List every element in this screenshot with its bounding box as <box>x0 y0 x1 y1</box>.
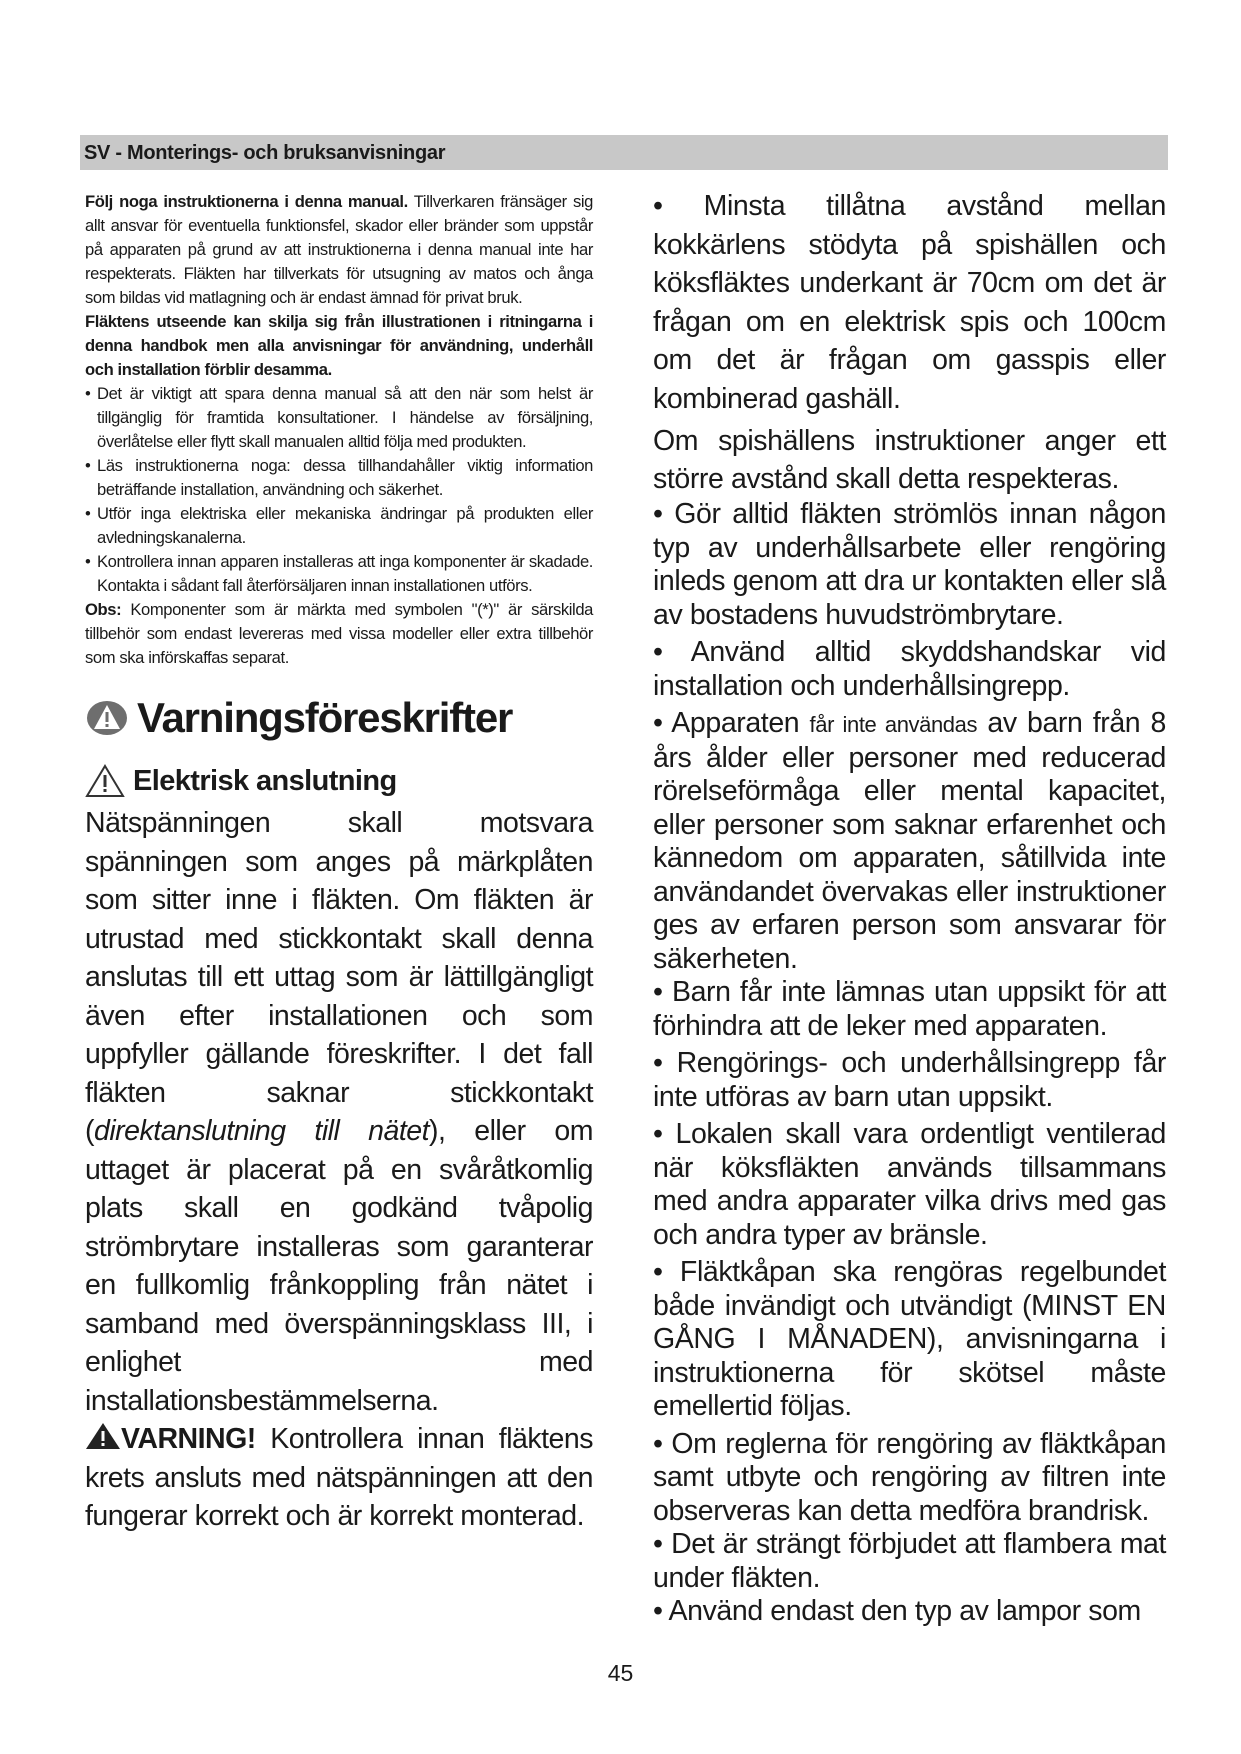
paragraph: • Minsta tillåtna avstånd mellan kokkärlens stödyta på spishällen och köksfläktes underkant är 70cm om det är frågan om en elektrisk spis och 100cm om det är frågan om gasspis eller kombinerad gashäll. <box>653 190 1166 415</box>
list-item <box>85 550 593 598</box>
paragraph: • Använd endast den typ av lampor som <box>653 1595 1141 1627</box>
intro-paragraph <box>85 190 593 310</box>
warning-text: Kontrollera innan fläktens krets ansluts med nätspänningen att den fungerar korrekt och är korrekt monterad. <box>85 1423 593 1532</box>
list-item <box>85 502 593 550</box>
obs-text: Komponenter som är märkta med symbolen "(*)" är särskilda tillbehör som endast levereras med vissa modeller eller extra tillbehör som ska införskaffas separat. <box>85 600 593 667</box>
electrical-heading <box>85 758 593 804</box>
obs-label: Obs: <box>85 600 122 619</box>
paragraph: • Fläktkåpan ska rengöras regelbundet både invändigt och utvändigt (MINST EN GÅNG I MÅNADEN), anvisningarna i instruktionerna för skötsel måste emellertid följas. <box>653 1256 1166 1422</box>
paragraph: • Använd alltid skyddshandskar vid installation och underhållsingrepp. <box>653 636 1166 702</box>
bullet-icon: • <box>85 552 91 571</box>
warning-label: VARNING! <box>121 1423 256 1455</box>
list-item <box>85 382 593 454</box>
intro-bold-lead: Följ noga instruktionerna i denna manual. <box>85 192 408 211</box>
page-number: 45 <box>607 1660 634 1686</box>
list-item-text: Kontrollera innan apparen installeras att inga komponenter är skadade. Kontakta i sådant fall återförsäljaren innan installationen utförs. <box>97 552 593 595</box>
paragraph: • Rengörings- och underhållsingrepp får inte utföras av barn utan uppsikt. <box>653 1047 1166 1113</box>
paragraph: • Om reglerna för rengöring av fläktkåpan samt utbyte och rengöring av filtren inte observeras kan detta medföra brandrisk. <box>653 1427 1166 1527</box>
obs-note <box>85 598 593 670</box>
paragraph: Om spishällens instruktioner anger ett större avstånd skall detta respekteras. <box>653 425 1166 495</box>
list-item <box>85 454 593 502</box>
section-header <box>80 135 1168 170</box>
list-item-text: Utför inga elektriska eller mekaniska ändringar på produkten eller avledningskanalerna. <box>97 504 593 547</box>
bullet-icon: • <box>85 504 91 523</box>
left-column <box>85 190 593 1536</box>
electrical-title: Elektrisk anslutning <box>133 764 397 797</box>
intro-bold-text: Fläktens utseende kan skilja sig från illustrationen i ritningarna i denna handbok men alla anvisningar för användning, underhåll och installation förblir desamma. <box>85 312 593 379</box>
right-column <box>653 187 1166 1629</box>
paragraph-text: • Apparaten <box>653 707 810 739</box>
warnings-title: Varningsföreskrifter <box>137 694 513 741</box>
paragraph: • Lokalen skall vara ordentligt ventilerad när köksfläkten används tillsammans med andra apparater vilka drivs med gas och andra typer av bränsle. <box>653 1118 1166 1251</box>
paragraph <box>653 707 1166 976</box>
paragraph-small-text: får inte användas <box>809 712 978 737</box>
list-item-text: Läs instruktionerna noga: dessa tillhandahåller viktig information beträffande installation, användning och säkerhet. <box>97 456 593 499</box>
warning-circle-icon <box>85 698 129 738</box>
paragraph: • Gör alltid fläkten strömlös innan någon typ av underhållsarbete eller rengöring inleds genom att dra ur kontakten eller slå av bostadens huvudströmbrytare. <box>653 498 1166 631</box>
warning-triangle-icon <box>85 764 125 798</box>
warning-paragraph <box>85 1420 593 1536</box>
electrical-text: Nätspänningen skall motsvara spänningen som anges på märkplåten som sitter inne i fläkten. Om fläkten är utrustad med stickkontakt skall denna anslutas till ett uttag som är lättillgängligt även efter installationen och som uppfyller gällande föreskrifter. I det fall fläkten saknar stickkontakt ( <box>85 807 593 1147</box>
paragraph: • Det är strängt förbjudet att flambera mat under fläkten. <box>653 1528 1166 1594</box>
intro-text: Tillverkaren fränsäger sig allt ansvar för eventuella funktionsfel, skador eller bränder som uppstår på apparaten på grund av att instruktionerna i denna manual inte har respekterats. Fläkten har tillverkats för utsugning av matos och ånga som bildas vid matlagning och är endast ämnad för privat bruk. <box>85 192 594 307</box>
intro-bold-paragraph <box>85 310 593 382</box>
bullet-icon: • <box>85 456 91 475</box>
section-title: SV - Monterings- och bruksanvisningar <box>84 142 446 164</box>
paragraph-text-cont: av barn från 8 års ålder eller personer med reducerad rörelseförmåga eller mental kapacitet, eller personer som saknar erfarenhet och kännedom om apparaten, såtillvida inte användandet övervakas eller instruktioner ges av erfaren person som ansvarar för säkerheten. <box>653 707 1167 975</box>
paragraph: • Barn får inte lämnas utan uppsikt för att förhindra att de leker med apparaten. <box>653 976 1166 1042</box>
electrical-paragraph <box>85 804 593 1420</box>
warnings-heading <box>85 688 593 748</box>
electrical-text-cont: ), eller om uttaget är placerat på en svåråtkomlig plats skall en godkänd tvåpolig strömbrytare installeras som garanterar en fullkomlig frånkoppling från nätet i samband med överspänningsklass III, i enlighet med installationsbestämmelserna. <box>85 1115 593 1417</box>
bullet-icon: • <box>85 384 91 403</box>
list-item-text: Det är viktigt att spara denna manual så att den när som helst är tillgänglig för framtida konsultationer. I händelse av försäljning, överlåtelse eller flytt skall manualen alltid följa med produkten. <box>97 384 593 451</box>
warning-filled-icon <box>85 1422 121 1450</box>
electrical-italic: direktanslutning till nätet <box>94 1115 430 1147</box>
